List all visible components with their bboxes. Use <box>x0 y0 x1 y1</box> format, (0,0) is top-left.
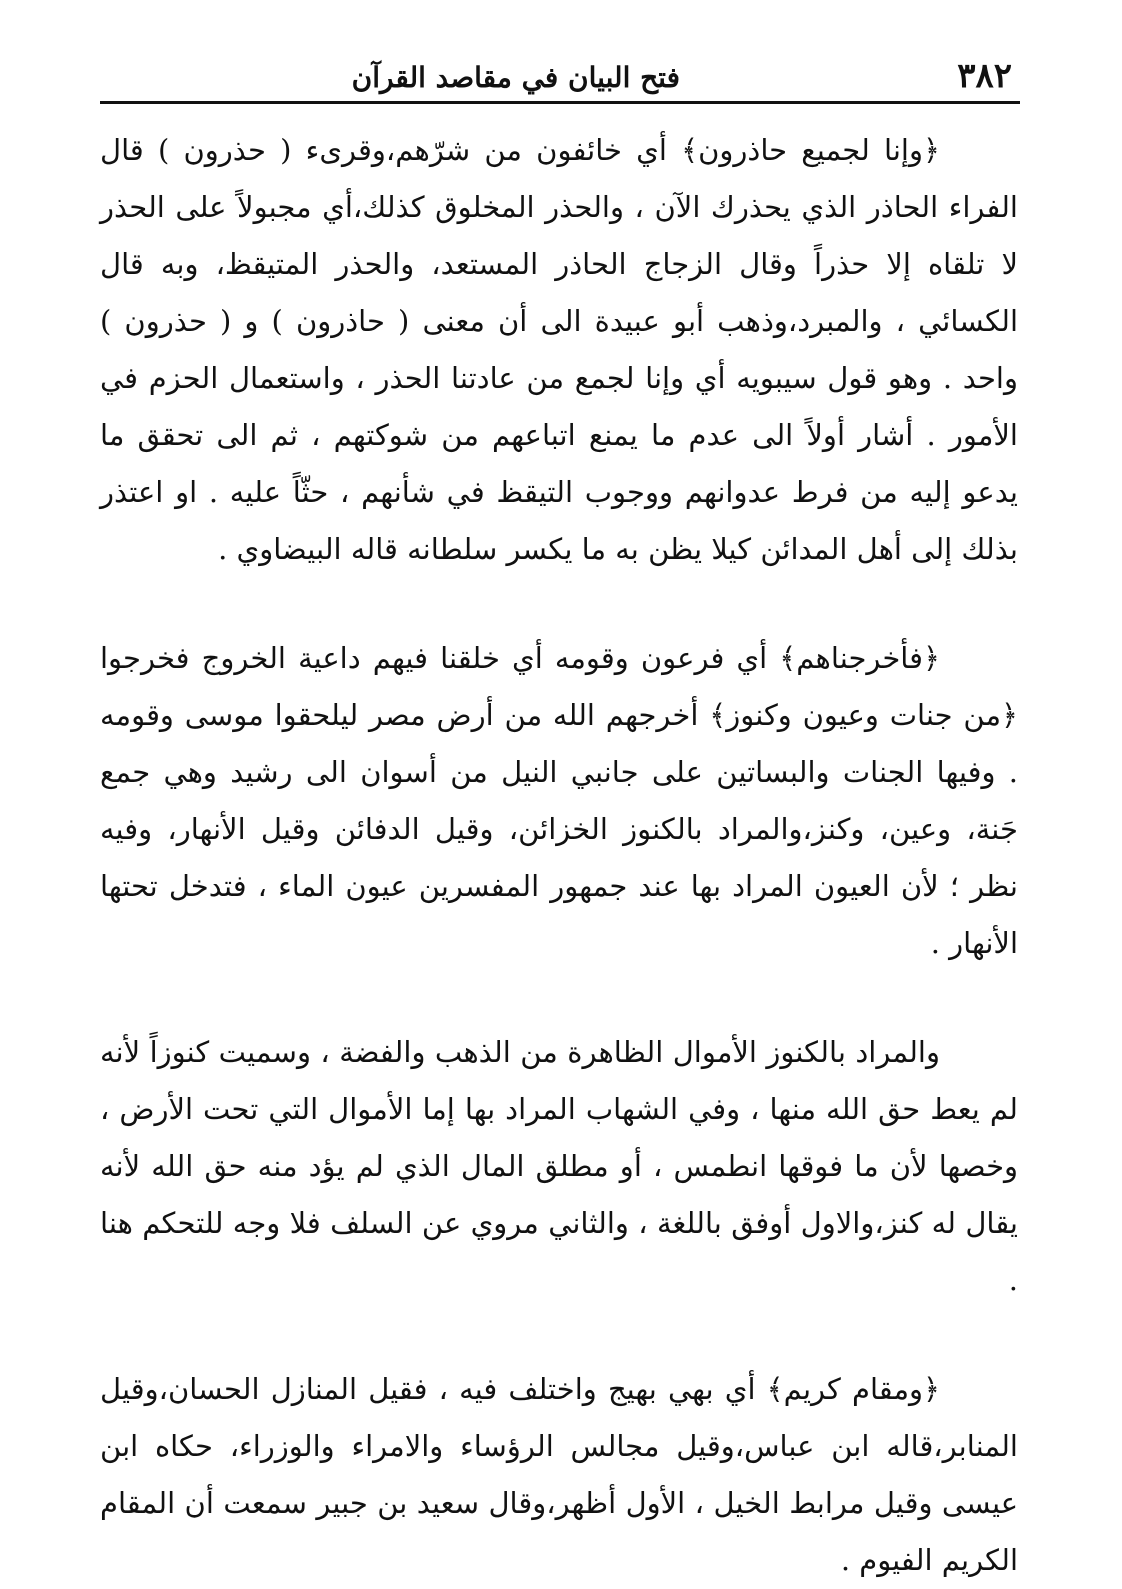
page-header <box>100 52 1020 104</box>
running-title: فتح البيان في مقاصد القرآن <box>351 61 680 94</box>
page-number: ٣٨٢ <box>957 56 1012 96</box>
header-rule <box>100 101 1020 104</box>
paragraph-kunuz: والمراد بالكنوز الأموال الظاهرة من الذهب والفضة ، وسميت كنوزاً لأنه لم يعط حق الله منها ، وفي الشهاب المراد بها إما الأموال التي تحت الأرض ، وخصها لأن ما فوقها انطمس ، أو مطلق المال الذي لم يؤد منه حق الله لأنه يقال له كنز،والاول أوفق باللغة ، والثاني مروي عن السلف فلا وجه للتحكم هنا . <box>100 1035 1018 1297</box>
paragraph-maqam-karim: ﴿ومقام كريم﴾ أي بهي بهيج واختلف فيه ، فقيل المنازل الحسان،وقيل المنابر،قاله ابن عباس،وقيل مجالس الرؤساء والامراء والوزراء، حكاه ابن عيسى وقيل مرابط الخيل ، الأول أظهر،وقال سعيد بن جبير سمعت أن المقام الكريم الفيوم . <box>100 1372 1018 1577</box>
paragraph-hadhirun: ﴿وإنا لجميع حاذرون﴾ أي خائفون من شرّهم،وقرىء ( حذرون ) قال الفراء الحاذر الذي يحذرك الآن ، والحذر المخلوق كذلك،أي مجبولاً على الحذر لا تلقاه إلا حذراً وقال الزجاج الحاذر المستعد، والحذر المتيقظ، وبه قال الكسائي ، والمبرد،وذهب أبو عبيدة الى أن معنى ( حاذرون ) و ( حذرون ) واحد . وهو قول سيبويه أي وإنا لجمع من عادتنا الحذر ، واستعمال الحزم في الأمور . أشار أولاً الى عدم ما يمنع اتباعهم من شوكتهم ، ثم الى تحقق ما يدعو إليه من فرط عدوانهم ووجوب التيقظ في شأنهم ، حثّاً عليه . او اعتذر بذلك إلى أهل المدائن كيلا يظن به ما يكسر سلطانه قاله البيضاوي . <box>100 133 1018 566</box>
body-text <box>100 122 1018 1589</box>
paragraph-fa-akhrajnahum: ﴿فأخرجناهم﴾ أي فرعون وقومه أي خلقنا فيهم داعية الخروج فخرجوا ﴿من جنات وعيون وكنوز﴾ أخرجهم الله من أرض مصر ليلحقوا موسى وقومه . وفيها الجنات والبساتين على جانبي النيل من أسوان الى رشيد وهي جمع جَنة، وعين، وكنز،والمراد بالكنوز الخزائن، وقيل الدفائن وقيل الأنهار، وفيه نظر ؛ لأن العيون المراد بها عند جمهور المفسرين عيون الماء ، فتدخل تحتها الأنهار . <box>100 641 1018 960</box>
